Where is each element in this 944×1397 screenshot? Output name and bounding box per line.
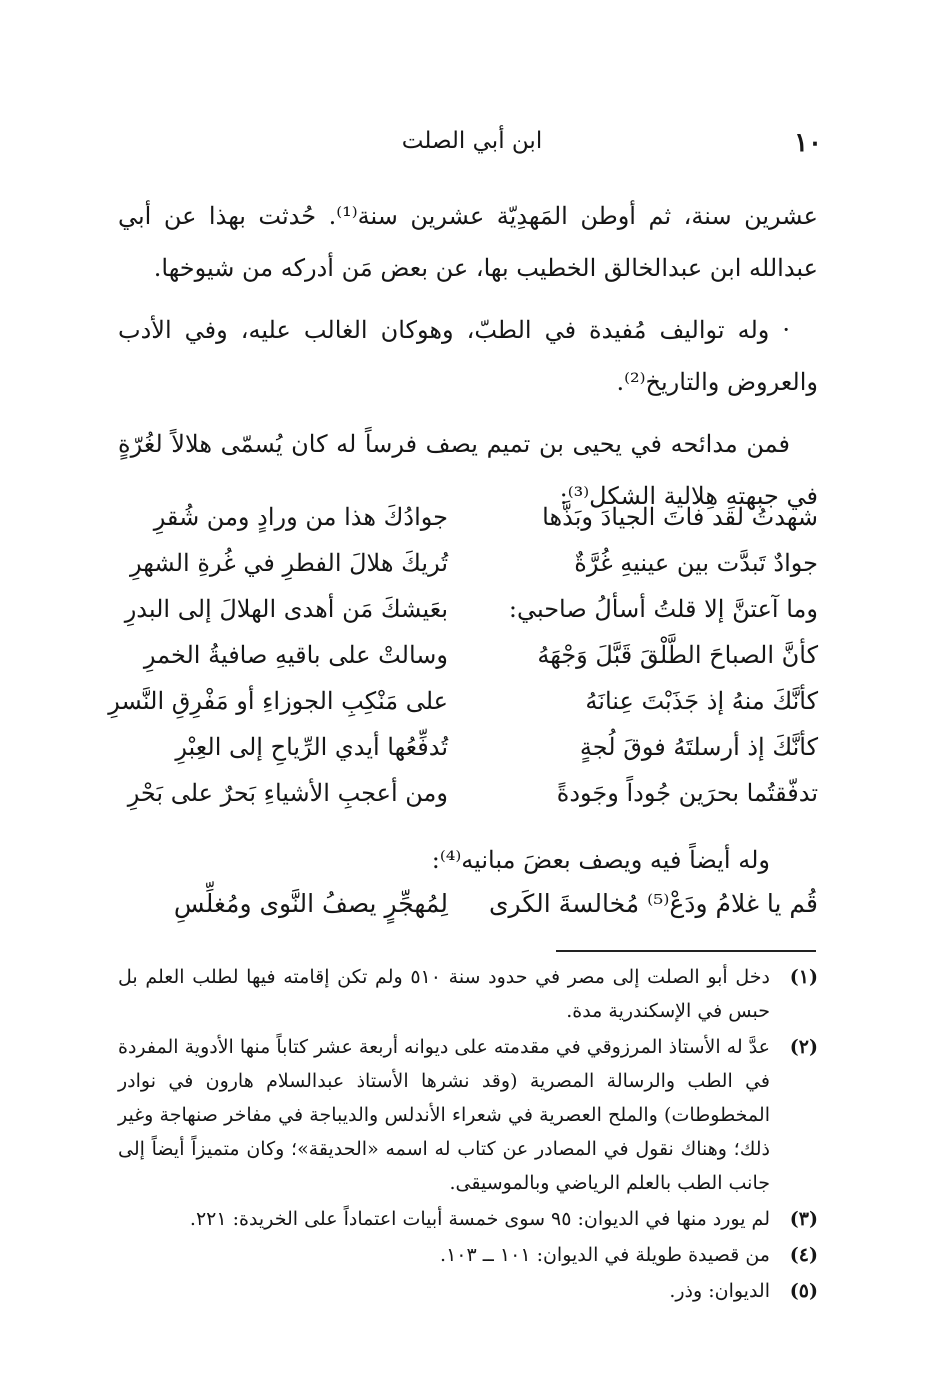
poem-verse: [118, 586, 818, 632]
verse-second-hemistich: بعَيشكَ مَن أهدى الهلالَ إلى البدرِ: [124, 595, 448, 623]
verse-first-hemistich: كأنَّكَ إذ أرسلتَهُ فوقَ لُجةٍ: [579, 733, 818, 761]
footnotes: [118, 960, 818, 1310]
footnote-number: (٤): [789, 1244, 818, 1266]
poem-verse: [118, 770, 818, 816]
poem-verse: [118, 632, 818, 678]
footnote-divider: [556, 950, 816, 952]
verse-first-hemistich: قُم يا غلامُ ودَعْ⁽⁵⁾ مُخالسةَ الكَرى: [488, 889, 818, 918]
verse-second-hemistich: تُدفِّعُها أيدي الرِّياحِ إلى العِبْرِ: [175, 733, 448, 761]
footnote: [118, 1274, 818, 1308]
verse-first-hemistich: تدفّقتُما بحرَين جُوداً وجَودةً: [556, 779, 818, 807]
paragraph-2: · وله تواليف مُفيدة في الطبّ، وهوكان الغالب عليه، وفي الأدب والعروض والتاريخ⁽²⁾.: [118, 316, 818, 396]
poem-verse: [118, 540, 818, 586]
poem-verse: [118, 724, 818, 770]
verse-first-hemistich: كأنَّكَ منهُ إذ جَذَبْتَ عِنانَهُ: [585, 687, 818, 715]
footnote: [118, 1238, 818, 1272]
poem-verse: [118, 494, 818, 540]
footnote-number: (٢): [789, 1036, 818, 1058]
footnote-text: من قصيدة طويلة في الديوان: ١٠١ ــ ١٠٣.: [440, 1244, 770, 1266]
footnote-number: (١): [789, 966, 818, 988]
paragraph-1: عشرين سنة، ثم أوطن المَهدِيّة عشرين سنة⁽¹⁾. حُدثت بهذا عن أبي عبدالله ابن عبدالخالق الخطيب بها، عن بعض مَن أدركه من شيوخها.: [118, 202, 818, 282]
page-number: ١٠: [794, 128, 822, 158]
verse-second-hemistich: لِمُهجِّرٍ يصفُ النَّوى ومُغلِّسِ: [173, 889, 448, 918]
verse-first-hemistich: جوادٌ تَبدَّت بين عينيهِ غُرَّةٌ: [574, 549, 818, 577]
verse-second-hemistich: على مَنْكِبِ الجوزاءِ أو مَفْرِقِ النَّسرِ: [108, 687, 448, 715]
poem-verse: [108, 678, 818, 724]
paragraph-3: فمن مدائحه في يحيى بن تميم يصف فرساً له كان يُسمّى هلالاً لغُرّةٍ في جبهتهِ هِلالية الشكل⁽³⁾:: [118, 430, 818, 510]
footnote: [118, 1202, 818, 1236]
footnote: [118, 960, 818, 1028]
footnote-text: دخل أبو الصلت إلى مصر في حدود سنة ٥١٠ ولم تكن إقامته فيها لطلب العلم بل حبس في الإسكندرية مدة.: [118, 966, 770, 1022]
verse-second-hemistich: جوادُكَ هذا من ورادٍ ومن شُقرِ: [153, 503, 448, 531]
poem: [108, 494, 818, 816]
footnote-text: لم يورد منها في الديوان: ٩٥ سوى خمسة أبيات اعتماداً على الخريدة: ٢٢١.: [189, 1208, 770, 1230]
footnote-number: (٥): [789, 1280, 818, 1302]
footnote-number: (٣): [789, 1208, 818, 1230]
verse-second-hemistich: تُريكَ هلالَ الفطرِ في غُرةِ الشهرِ: [130, 549, 448, 577]
poem-intro: وله أيضاً فيه ويصف بعضَ مبانيه⁽⁴⁾:: [431, 846, 770, 874]
verse-first-hemistich: شهدتُ لقد فاتَ الجيادَ وبَذَّها: [542, 503, 818, 531]
page-header: [110, 124, 834, 164]
verse-first-hemistich: كأنَّ الصباحَ الطَّلْقَ قَبَّلَ وَجْهَهُ: [537, 641, 818, 669]
verse-first-hemistich: وما آعتنَّ إلا قلتُ أسألُ صاحبي:: [508, 595, 818, 623]
poem-verse-last: [118, 882, 818, 926]
footnote-text: الديوان: وذر.: [669, 1280, 770, 1302]
body-text: [118, 190, 818, 532]
verse-second-hemistich: ومن أعجبِ الأشياءِ بَحرٌ على بَحْرِ: [127, 779, 448, 807]
running-title: ابن أبي الصلت: [401, 128, 543, 154]
footnote-text: عدَّ له الأستاذ المرزوقي في مقدمته على ديوانه أربعة عشر كتاباً منها الأدوية المفردة في الطب والرسالة المصرية (وقد نشرها الأستاذ عبدالسلام هارون في نوادر المخطوطات) والملح العصرية في شعراء الأندلس والديباجة في مفاخر صنهاجة وغير ذلك؛ وهناك نقول في المصادر عن كتاب له اسمه «الحديقة»؛ وكان متميزاً أيضاً إلى جانب الطب بالعلم الرياضي وبالموسيقى.: [118, 1036, 771, 1194]
footnote: [118, 1030, 818, 1200]
verse-second-hemistich: وسالتْ على باقيهِ صافيةُ الخمرِ: [143, 641, 448, 669]
